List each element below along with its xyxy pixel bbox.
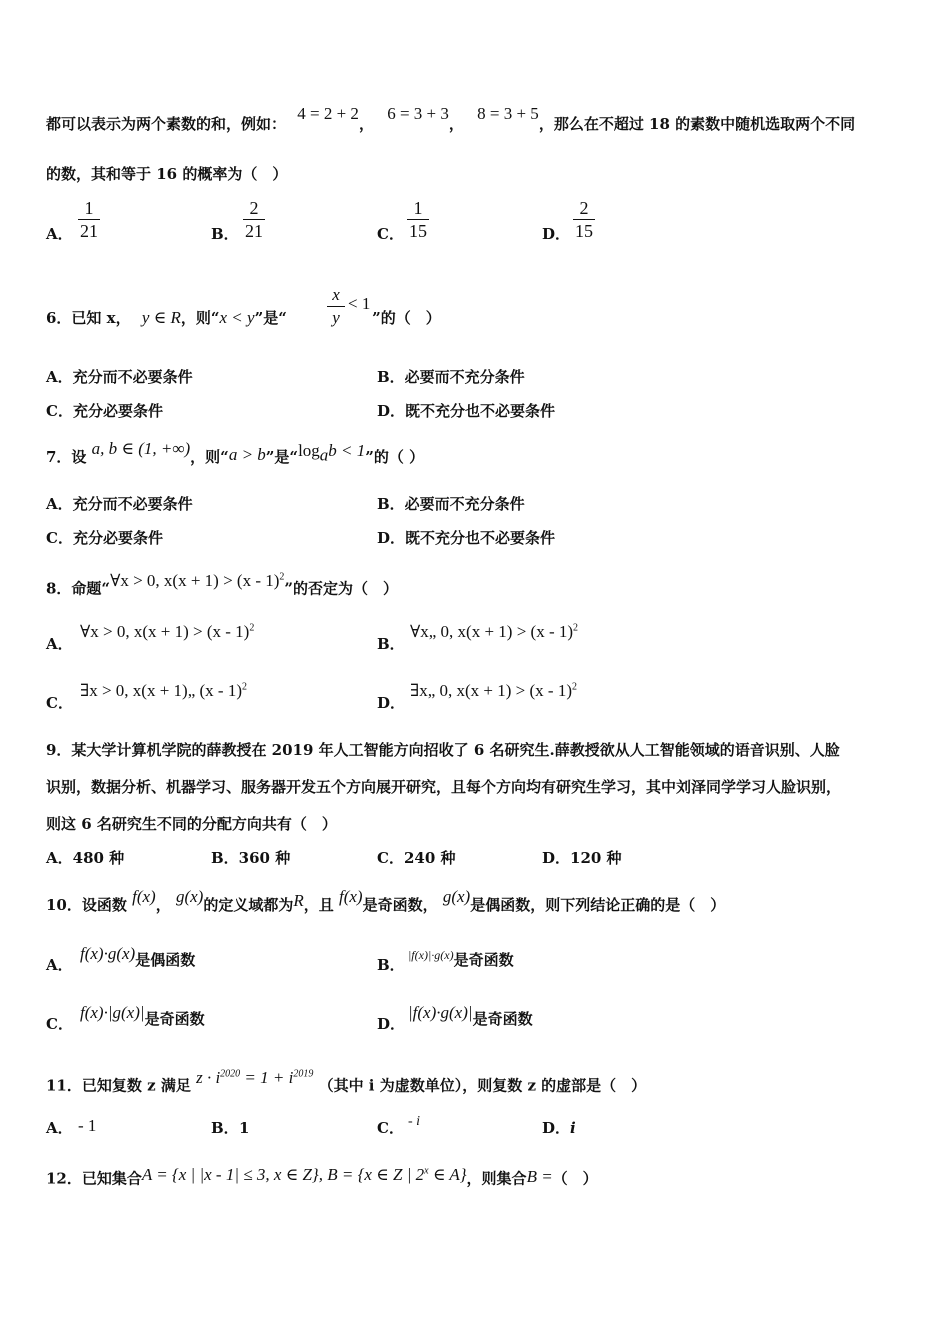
q6-fraction: x y bbox=[325, 284, 347, 329]
q9-line1: 9．某大学计算机学院的薛教授在 2019 年人工智能方向招收了 6 名研究生.薛教授欲从人工智能领域的语音识别、人脸 bbox=[46, 741, 840, 759]
q12-math-sup: x bbox=[424, 1165, 429, 1176]
q12-text-3: （ ） bbox=[552, 1169, 598, 1188]
q5-text: 都可以表示为两个素数的和，例如： bbox=[46, 115, 287, 133]
q5-text-2: ，那么在不超过 18 的素数中随机选取两个不同 bbox=[538, 115, 856, 133]
q6-option-d: D．既不充分也不必要条件 bbox=[377, 402, 556, 420]
q10-option-d-expr: |f(x)·g(x)| bbox=[408, 1003, 473, 1022]
q10-option-a-expr: f(x)·g(x) bbox=[80, 944, 136, 963]
q7-text-3: ”是“ bbox=[265, 448, 299, 466]
q10-option-d-label: D． bbox=[377, 1015, 406, 1033]
q5-eq3: 8 = 3 + 5 bbox=[477, 104, 539, 123]
q11-option-d-label: D． bbox=[542, 1119, 571, 1137]
q11-option-c-label: C． bbox=[377, 1119, 404, 1137]
q5-option-c-label: C． bbox=[377, 225, 404, 243]
q6-text-4: ”的（ ） bbox=[372, 309, 441, 327]
q10-g-2: g(x) bbox=[442, 887, 471, 906]
q11-text: 11．已知复数 z 满足 bbox=[46, 1076, 191, 1095]
q5-option-b-fraction: 2 21 bbox=[245, 198, 263, 241]
q12-math bbox=[142, 1165, 467, 1184]
q11-option-b-value: 1 bbox=[239, 1119, 250, 1137]
q7-math-2: a > b bbox=[228, 445, 266, 464]
q8-option-a-label: A． bbox=[46, 635, 73, 653]
q5-option-b-label: B． bbox=[211, 225, 239, 243]
q11-math bbox=[196, 1068, 313, 1087]
q9-option-a: A．480 种 bbox=[46, 849, 125, 867]
q10-text-2: 的定义域都为 bbox=[203, 896, 294, 914]
q10-g: g(x) bbox=[175, 887, 204, 906]
q7-math-3 bbox=[298, 441, 366, 465]
q8-text: 8．命题“ bbox=[46, 579, 111, 598]
q10-option-b-label: B． bbox=[377, 956, 405, 974]
q6-option-c: C．充分必要条件 bbox=[46, 402, 163, 420]
q5-eq2: 6 = 3 + 3 bbox=[387, 104, 449, 123]
q11-option-d-value: i bbox=[570, 1119, 576, 1137]
q10-text-5: 是偶函数，则下列结论正确的是（ ） bbox=[470, 896, 726, 914]
q10-option-a bbox=[80, 944, 196, 970]
q11-option-a-value: - 1 bbox=[78, 1116, 97, 1135]
q8-option-d-label: D． bbox=[377, 694, 406, 712]
q6-option-a: A．充分而不必要条件 bbox=[46, 368, 193, 386]
q6-text: 6．已知 x， bbox=[46, 309, 131, 327]
q11-math-2: = 1 + i bbox=[240, 1067, 294, 1087]
q5-option-c-fraction: 1 15 bbox=[409, 198, 427, 241]
q9-line3: 则这 6 名研究生不同的分配方向共有（ ） bbox=[46, 815, 337, 833]
q7-option-d: D．既不充分也不必要条件 bbox=[377, 529, 556, 547]
q10-text-4: 是奇函数， bbox=[362, 896, 438, 914]
q8-option-b-expr: ∀x„ 0, x(x + 1) > (x - 1)$^2$ bbox=[410, 622, 579, 641]
q10-option-b-text: 是奇函数 bbox=[453, 951, 514, 969]
q5-option-a-fraction: 1 21 bbox=[80, 198, 98, 241]
q8-math bbox=[110, 571, 284, 590]
q8-option-c-expr: ∃x > 0, x(x + 1)„ (x - 1)$^2$ bbox=[80, 681, 247, 700]
q8-option-d-expr: ∃x„ 0, x(x + 1) > (x - 1)$^2$ bbox=[410, 681, 577, 700]
q8-math-sup: 2 bbox=[279, 571, 285, 582]
q10-stem bbox=[46, 887, 726, 915]
q7-option-b: B．必要而不充分条件 bbox=[377, 495, 525, 513]
q12-math-2: ∈ A} bbox=[428, 1164, 467, 1184]
q7-text-4: ”的（ ） bbox=[365, 448, 425, 466]
q9-option-b: B．360 种 bbox=[211, 849, 291, 867]
q8-option-c-label: C． bbox=[46, 694, 73, 712]
q7-option-a: A．充分而不必要条件 bbox=[46, 495, 193, 513]
q10-option-a-text: 是偶函数 bbox=[135, 951, 196, 969]
q10-f-2: f(x) bbox=[338, 887, 363, 906]
q10-option-d-text: 是奇函数 bbox=[472, 1010, 533, 1028]
q6-math-2: x < y bbox=[219, 308, 255, 327]
q8-stem bbox=[46, 570, 399, 599]
q11-math-2-sup: 2019 bbox=[293, 1068, 314, 1079]
q10-f: f(x) bbox=[132, 887, 156, 906]
q10-option-b bbox=[408, 950, 514, 971]
q10-option-c-expr: f(x)·|g(x)| bbox=[80, 1003, 145, 1022]
q5-option-a-label: A． bbox=[46, 225, 73, 243]
q11-math-1: z · i bbox=[196, 1067, 221, 1087]
q10-text: 10．设函数 bbox=[46, 896, 127, 914]
q11-option-c-value: - i bbox=[408, 1114, 421, 1129]
q12-text-2: ，则集合 bbox=[466, 1169, 527, 1188]
q11-text-2: （其中 i 为虚数单位），则复数 z 的虚部是（ ） bbox=[318, 1076, 647, 1095]
q9-line2: 识别，数据分析、机器学习、服务器开发五个方向展开研究，且每个方向均有研究生学习，其中刘泽同学学习人脸识别， bbox=[46, 778, 842, 796]
q5-sep2: ， bbox=[448, 115, 464, 133]
q10-text-3: ，且 bbox=[303, 896, 334, 914]
q11-option-a-label: A． bbox=[46, 1119, 73, 1137]
q11-math-1-sup: 2020 bbox=[220, 1068, 241, 1079]
q8-text-2: ”的否定为（ ） bbox=[284, 579, 399, 598]
q5-sep1: ， bbox=[358, 115, 374, 133]
q7-stem bbox=[46, 439, 425, 471]
q6-math-1: y ∈ R bbox=[141, 308, 181, 327]
q11-stem bbox=[46, 1067, 647, 1096]
q7-text-2: ，则“ bbox=[190, 448, 229, 466]
q5-option-d-fraction: 2 15 bbox=[575, 198, 593, 241]
q12-math-1: A = {x | |x - 1| ≤ 3, x ∈ Z}, B = {x ∈ Z | 2 bbox=[141, 1164, 425, 1184]
q10-option-c-text: 是奇函数 bbox=[144, 1010, 205, 1028]
q5-option-d-label: D． bbox=[542, 225, 571, 243]
q7-log: log bbox=[298, 441, 320, 460]
q5-line1 bbox=[46, 104, 856, 134]
q10-sep: ， bbox=[155, 896, 171, 914]
q6-stem bbox=[46, 308, 441, 328]
q10-option-c bbox=[80, 1003, 205, 1029]
q12-stem bbox=[46, 1165, 598, 1189]
q10-option-b-expr: |f(x)|·g(x) bbox=[408, 948, 454, 962]
q10-R: R bbox=[293, 891, 304, 910]
q7-log-base: a bbox=[319, 445, 329, 465]
q12-text: 12．已知集合 bbox=[46, 1169, 142, 1188]
q11-option-b-label: B． bbox=[211, 1119, 239, 1137]
q8-option-b-label: B． bbox=[377, 635, 405, 653]
q7-log-rest: b < 1 bbox=[328, 441, 366, 460]
q8-math-expr: ∀x > 0, x(x + 1) > (x - 1) bbox=[110, 570, 280, 590]
q6-text-3: ”是“ bbox=[254, 309, 287, 327]
q7-text: 7．设 bbox=[46, 448, 87, 466]
q6-option-b: B．必要而不充分条件 bbox=[377, 368, 525, 386]
q10-option-a-label: A． bbox=[46, 956, 73, 974]
q10-option-d bbox=[408, 1003, 533, 1029]
q9-option-d: D．120 种 bbox=[542, 849, 622, 867]
q6-text-2: ，则“ bbox=[180, 309, 220, 327]
q9-option-c: C．240 种 bbox=[377, 849, 456, 867]
q10-option-c-label: C． bbox=[46, 1015, 73, 1033]
q12-math-3: B = bbox=[526, 1166, 553, 1186]
q5-eq1: 4 = 2 + 2 bbox=[297, 104, 359, 123]
q7-option-c: C．充分必要条件 bbox=[46, 529, 163, 547]
q6-frac-rest: < 1 bbox=[348, 294, 371, 313]
q5-line2: 的数，其和等于 16 的概率为（ ） bbox=[46, 165, 288, 183]
q7-math-1: a, b ∈ (1, +∞) bbox=[91, 439, 191, 458]
q8-option-a-expr: ∀x > 0, x(x + 1) > (x - 1)$^2$ bbox=[80, 622, 255, 641]
